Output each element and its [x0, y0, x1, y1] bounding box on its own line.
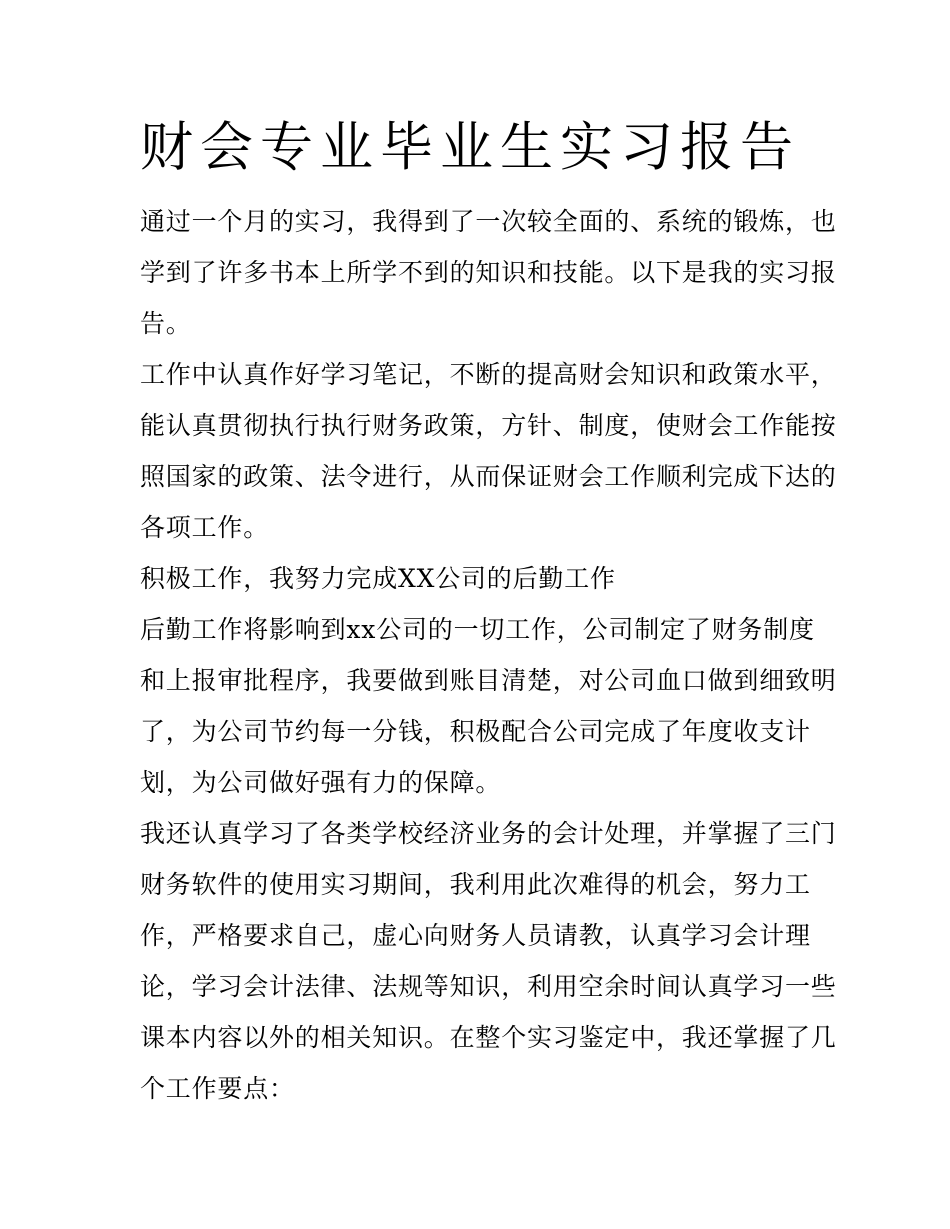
text-line: 照国家的政策、法令进行，从而保证财会工作顺利完成下达的 — [140, 462, 837, 491]
text-line: 能认真贯彻执行执行财务政策，方针、制度，使财会工作能按 — [140, 411, 837, 440]
text-line: 积极工作，我努力完成XX公司的后勤工作 — [140, 564, 616, 593]
text-line: 各项工作。 — [140, 513, 270, 542]
text-line: 工作中认真作好学习笔记，不断的提高财会知识和政策水平， — [140, 360, 837, 389]
text-line: 课本内容以外的相关知识。在整个实习鉴定中，我还掌握了几 — [140, 1023, 837, 1052]
text-line: 告。 — [140, 309, 192, 338]
text-line: 学到了许多书本上所学不到的知识和技能。以下是我的实习报 — [140, 258, 837, 287]
text-line: 作，严格要求自己，虚心向财务人员请教，认真学习会计理 — [140, 921, 811, 950]
text-line: 通过一个月的实习，我得到了一次较全面的、系统的锻炼，也 — [140, 207, 837, 236]
text-line: 后勤工作将影响到xx公司的一切工作，公司制定了财务制度 — [140, 615, 815, 644]
text-line: 划，为公司做好强有力的保障。 — [140, 768, 502, 797]
document-body — [140, 196, 840, 1114]
text-line: 论，学习会计法律、法规等知识，利用空余时间认真学习一些 — [140, 972, 837, 1001]
text-line: 我还认真学习了各类学校经济业务的会计处理，并掌握了三门 — [140, 819, 837, 848]
text-line: 和上报审批程序，我要做到账目清楚，对公司血口做到细致明 — [140, 666, 837, 695]
text-line: 个工作要点： — [140, 1074, 295, 1103]
text-line: 财务软件的使用实习期间，我利用此次难得的机会，努力工 — [140, 870, 811, 899]
text-line: 了，为公司节约每一分钱，积极配合公司完成了年度收支计 — [140, 717, 811, 746]
document-title: 财会专业毕业生实习报告 — [140, 117, 800, 178]
